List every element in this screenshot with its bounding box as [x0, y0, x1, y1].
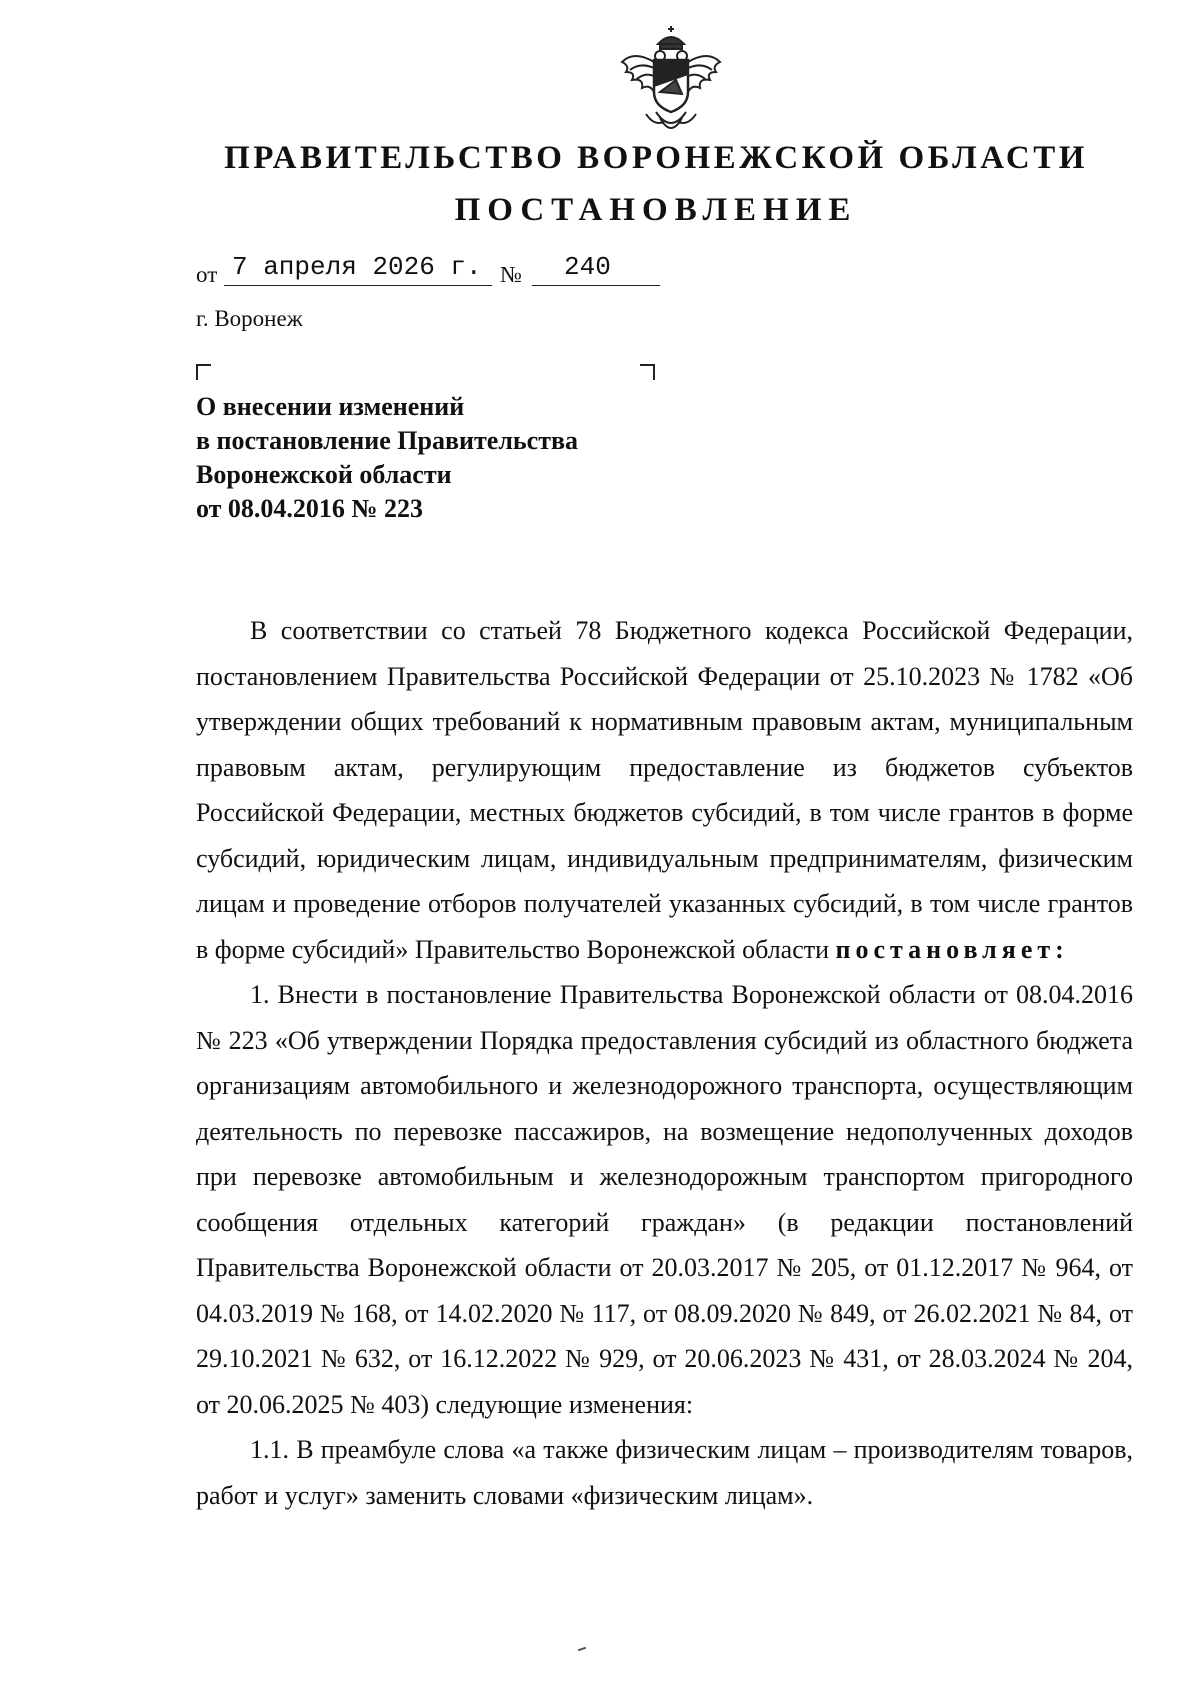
subject-line: от 08.04.2016 № 223 [196, 494, 424, 523]
coat-of-arms-icon [616, 22, 726, 140]
subject-bracket-left [196, 364, 211, 380]
item-1-paragraph: 1. Внести в постановление Правительства Воронежской области от 08.04.2016 № 223 «Об утверждении Порядка предоставления субсидий из областного бюджета организациям автомобильного и железнодорожного транспорта, осуществляющим деятельность по перевозке пассажиров, на возмещение недополученных доходов при перевозке автомобильным и железнодорожным транспортом пригородного сообщения отдельных категорий граждан» (в редакции постановлений Правительства Воронежской области от 20.03.2017 № 205, от 01.12.2017 № 964, от 04.03.2019 № 168, от 14.02.2020 № 117, от 08.09.2020 № 849, от 26.02.2021 № 84, от 29.10.2021 № 632, от 16.12.2022 № 929, от 20.06.2023 № 431, от 28.03.2024 № 204, от 20.06.2025 № 403) следующие изменения: [196, 980, 1133, 1419]
registration-line [196, 252, 696, 292]
scan-mark [578, 1647, 586, 1652]
subject-line: О внесении изменений [196, 392, 465, 421]
preamble-text: В соответствии со статьей 78 Бюджетного кодекса Российской Федерации, постановлением Правительства Российской Федерации от 25.10.2023 № 1782 «Об утверждении общих требований к нормативным правовым актам, муниципальным правовым актам, регулирующим предоставление из бюджетов субъектов Российской Федерации, местных бюджетов субсидий, в том числе грантов в форме субсидий, юридическим лицам, индивидуальным предпринимателям, физическим лицам и проведение отборов получателей указанных субсидий, в том числе грантов в форме субсидий» Правительство Воронежской области [196, 616, 1133, 964]
document-subject [196, 390, 716, 526]
document-date: 7 апреля 2026 г. [224, 252, 492, 286]
subject-line: Воронежской области [196, 460, 452, 489]
subject-line: в постановление Правительства [196, 426, 579, 455]
document-type: ПОСТАНОВЛЕНИЕ [454, 192, 858, 228]
date-label: от [196, 262, 218, 287]
subject-bracket-right [640, 364, 655, 380]
preamble-paragraph [196, 608, 1133, 972]
decrees-word: постановляет: [835, 934, 1069, 964]
number-label: № [500, 262, 522, 287]
document-number: 240 [532, 252, 660, 286]
government-title: ПРАВИТЕЛЬСТВО ВОРОНЕЖСКОЙ ОБЛАСТИ [224, 140, 1088, 176]
item-1-1-paragraph: 1.1. В преамбуле слова «а также физическим лицам – производителям товаров, работ и услуг» заменить словами «физическим лицам». [196, 1435, 1133, 1510]
document-body [196, 608, 1133, 1518]
city: г. Воронеж [196, 306, 303, 331]
